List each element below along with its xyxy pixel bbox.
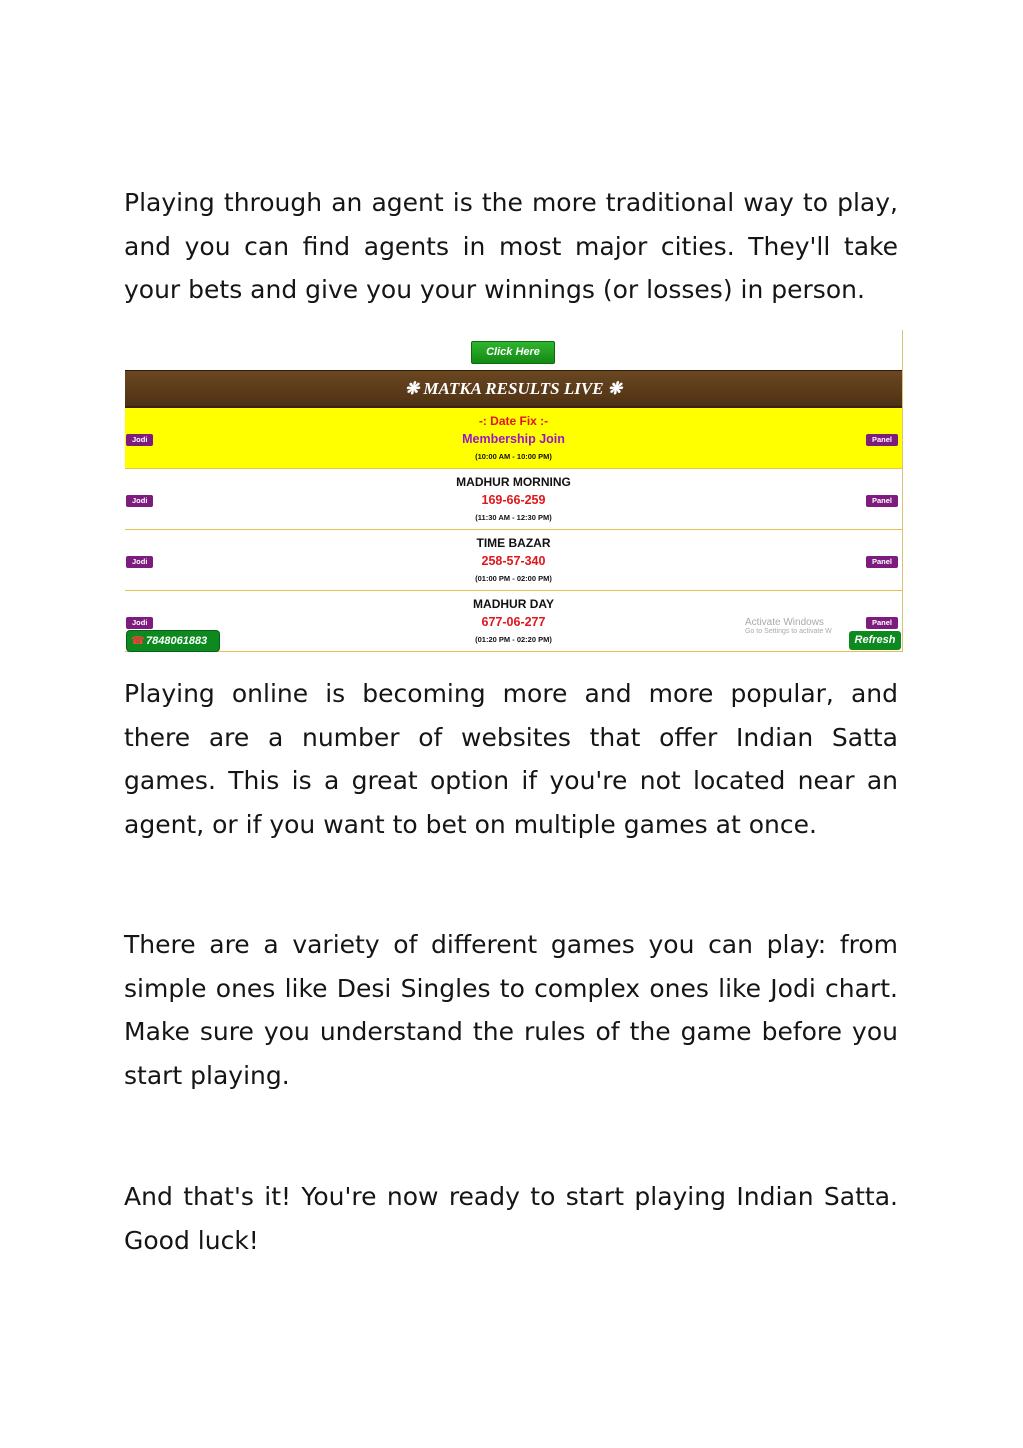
panel-button[interactable]: Panel xyxy=(866,617,898,629)
activate-windows-watermark xyxy=(745,617,832,635)
watermark-subtitle: Go to Settings to activate W xyxy=(745,628,832,635)
jodi-button[interactable]: Jodi xyxy=(126,495,153,507)
row-name: MADHUR DAY xyxy=(473,597,554,611)
result-row xyxy=(125,530,902,591)
paragraph-online: Playing online is becoming more and more popular, and there are a number of websites that offer Indian Satta games. This is a great option if you're not located near an agent, or if you want to bet on multiple games at once. xyxy=(124,679,898,839)
panel-button[interactable]: Panel xyxy=(866,495,898,507)
result-row xyxy=(125,408,902,469)
matka-results-banner: ❋ MATKA RESULTS LIVE ❋ xyxy=(125,370,902,408)
row-result[interactable]: Membership Join xyxy=(462,432,565,446)
phone-icon: ☎ xyxy=(131,635,145,647)
row-time: (01:20 PM - 02:20 PM) xyxy=(475,635,552,644)
phone-number: 7848061883 xyxy=(146,635,208,647)
jodi-button[interactable]: Jodi xyxy=(126,434,153,446)
row-time: (01:00 PM - 02:00 PM) xyxy=(475,574,552,583)
refresh-button[interactable]: Refresh xyxy=(849,631,901,650)
jodi-button[interactable]: Jodi xyxy=(126,617,153,629)
paragraph-closing: And that's it! You're now ready to start playing Indian Satta. Good luck! xyxy=(124,1182,898,1255)
panel-button[interactable]: Panel xyxy=(866,434,898,446)
row-name: TIME BAZAR xyxy=(476,536,551,550)
watermark-title: Activate Windows xyxy=(745,617,824,628)
phone-button[interactable] xyxy=(126,630,220,652)
row-result: 169-66-259 xyxy=(481,493,546,507)
paragraph-games: There are a variety of different games you can play: from simple ones like Desi Singles to complex ones like Jodi chart. Make sure you understand the rules of the game before you start playing. xyxy=(124,930,898,1090)
paragraph-agent: Playing through an agent is the more traditional way to play, and you can find agents in most major cities. They'll take your bets and give you your winnings (or losses) in person. xyxy=(124,188,898,304)
result-row xyxy=(125,469,902,530)
matka-results-screenshot xyxy=(125,330,903,652)
row-name: MADHUR MORNING xyxy=(456,475,571,489)
row-result: 258-57-340 xyxy=(481,554,546,568)
row-result: 677-06-277 xyxy=(481,615,546,629)
click-here-button[interactable]: Click Here xyxy=(471,341,555,364)
row-time: (11:30 AM - 12:30 PM) xyxy=(475,513,552,522)
row-name: -: Date Fix :- xyxy=(478,414,549,428)
panel-button[interactable]: Panel xyxy=(866,556,898,568)
row-time: (10:00 AM - 10:00 PM) xyxy=(475,452,552,461)
jodi-button[interactable]: Jodi xyxy=(126,556,153,568)
